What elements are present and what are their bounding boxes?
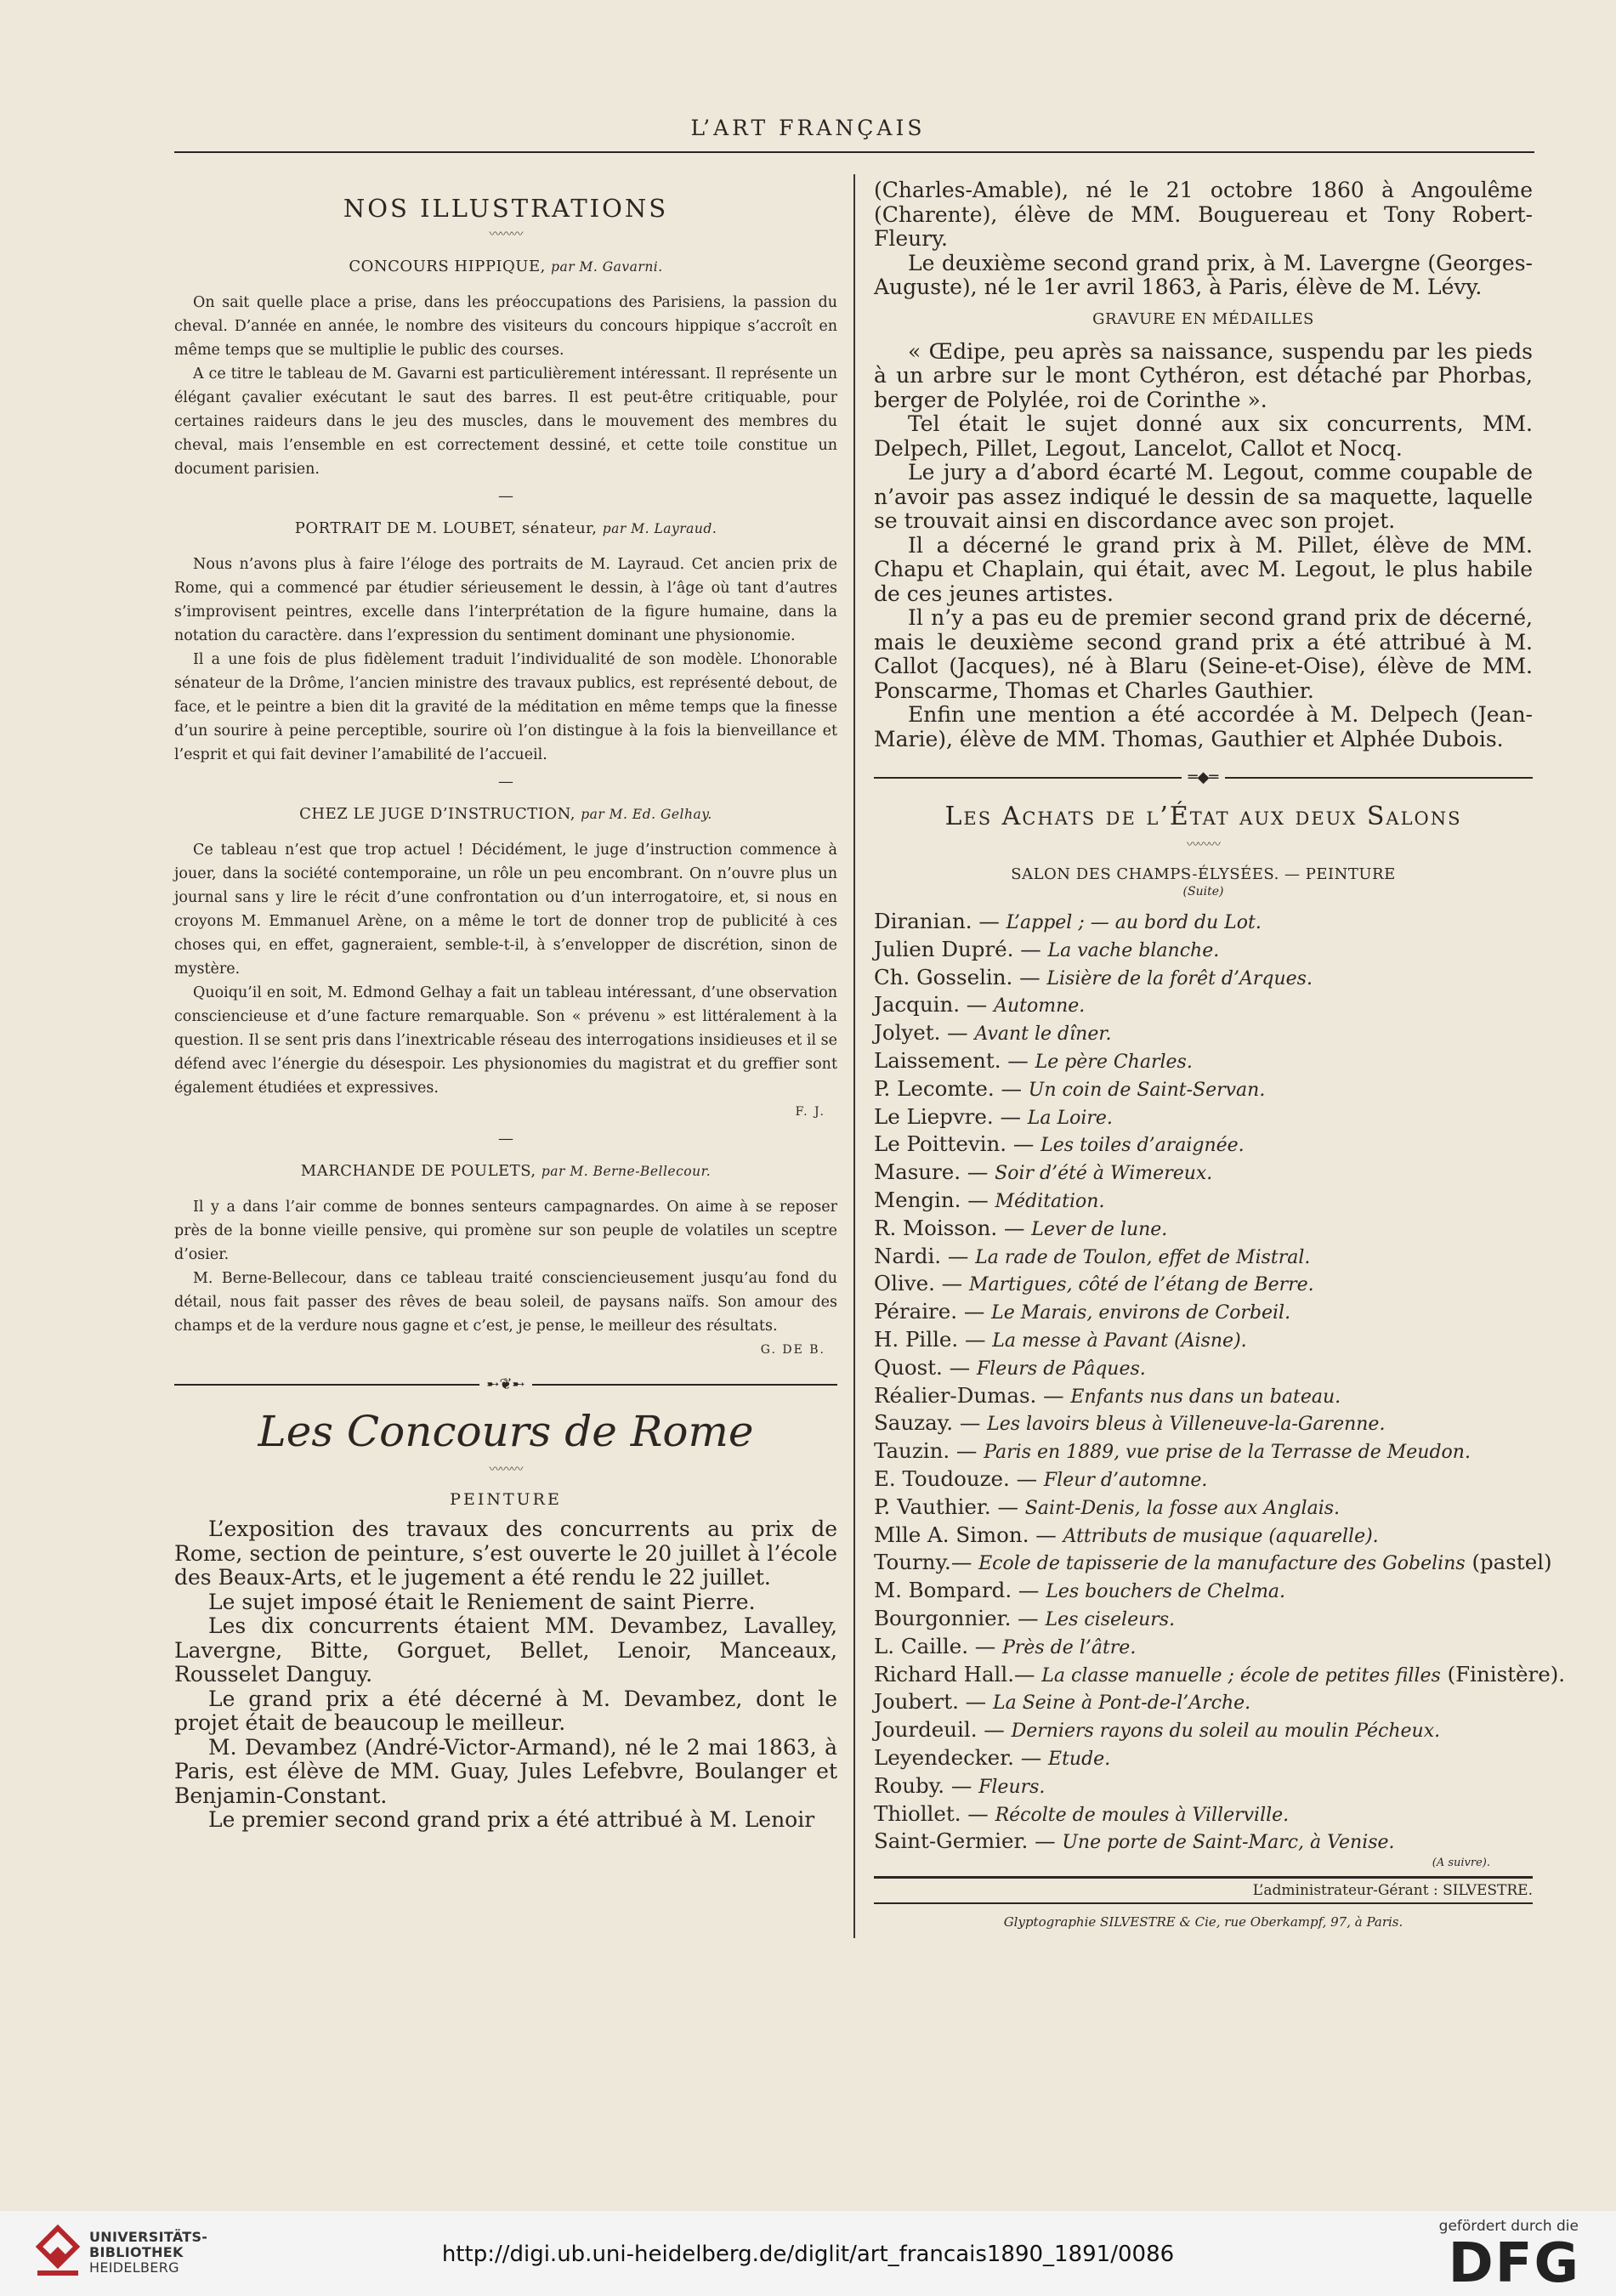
rome-title: Les Concours de Rome <box>258 1407 754 1456</box>
section-heading-text: CONCOURS HIPPIQUE, <box>349 258 546 275</box>
artwork-title: La vache blanche. <box>1047 939 1220 961</box>
paragraph: L’exposition des travaux des concurrents au prix de Rome, section de peinture, s’est ouverte le 20 juillet à l’école des Beaux-Arts, et le jugement a été rendu le 22 juillet. <box>174 1516 837 1590</box>
artist-name: Bourgonnier. — <box>874 1605 1046 1630</box>
list-item <box>874 1299 1533 1327</box>
artwork-title: Derniers rayons du soleil au moulin Pécheux. <box>1011 1721 1441 1743</box>
artist-name: E. Toudouze. — <box>874 1465 1044 1491</box>
artist-name: P. Lecomte. — <box>874 1075 1029 1101</box>
purchases-list <box>874 909 1566 1857</box>
section-heading-text: MARCHANDE DE POULETS, <box>300 1162 536 1180</box>
paragraph: M. Devambez (André-Victor-Armand), né le 2 mai 1863, à Paris, est élève de MM. Guay, Jules Lefebvre, Boulanger et Benjamin-Constant. <box>174 1734 837 1808</box>
artwork-title: Automne. <box>994 995 1086 1018</box>
artwork-title: Fleurs. <box>978 1776 1046 1798</box>
list-item <box>874 1131 1533 1159</box>
paragraph: Le sujet imposé était le Reniement de saint Pierre. <box>208 1589 756 1614</box>
artist-name: Julien Dupré. — <box>874 936 1048 961</box>
list-item <box>874 965 1533 993</box>
library-banner <box>0 2211 1616 2296</box>
artwork-title: Fleur d’automne. <box>1043 1469 1208 1491</box>
artist-name: Richard Hall.— <box>874 1661 1042 1687</box>
section-heading-text: PORTRAIT DE M. LOUBET, sénateur, <box>294 519 598 537</box>
paragraph: Il a décerné le grand prix à M. Pillet, élève de MM. Chapu et Chaplain, qui était, avec M. Legout, le plus habile de ces jeunes artistes. <box>874 532 1533 606</box>
section-divider: ═◆═ <box>874 768 1533 786</box>
ornament-squiggle: 〰〰〰 <box>489 228 523 241</box>
artwork-title: Avant le dîner. <box>974 1023 1112 1046</box>
section-heading-author: par M. Ed. Gelhay. <box>581 807 712 822</box>
gerant-line: L’administrateur-Gérant : SILVESTRE. <box>1252 1882 1533 1900</box>
dfg-logo: DFG <box>1448 2232 1580 2295</box>
section-divider: ➸❦➸ <box>174 1375 837 1393</box>
ornament-squiggle: 〰〰〰 <box>489 1463 523 1477</box>
footer-double-rule <box>874 1876 1533 1879</box>
list-item <box>874 1327 1533 1355</box>
separator-dash: — <box>498 773 513 791</box>
artist-name: Thiollet. — <box>874 1800 995 1826</box>
source-url[interactable]: http://digi.ub.uni-heidelberg.de/diglit/art_francais1890_1891/0086 <box>441 2242 1175 2267</box>
left-column <box>174 185 837 1833</box>
artwork-title: Un coin de Saint-Servan. <box>1028 1079 1266 1101</box>
list-item <box>874 1773 1533 1801</box>
paragraph: On sait quelle place a prise, dans les préoccupations des Parisiens, la passion du cheval. D’année en année, le nombre des visiteurs du concours hippique s’accroît en même temps que se multiplie le public des courses. <box>174 294 837 359</box>
artist-name: Nardi. — <box>874 1243 976 1268</box>
section-heading <box>174 255 837 279</box>
artwork-title: La Loire. <box>1027 1107 1113 1129</box>
section-heading <box>174 802 837 826</box>
list-item <box>874 1689 1533 1717</box>
artwork-note: (pastel) <box>1465 1550 1552 1575</box>
artwork-title: Paris en 1889, vue prise de la Terrasse de Meudon. <box>984 1442 1471 1464</box>
illustrations-sections <box>174 255 837 1362</box>
separator-dash: — <box>498 487 513 505</box>
paragraph: M. Berne-Bellecour, dans ce tableau traité consciencieusement jusqu’au fond du détail, nous fait passer des rêves de beau soleil, de paysans naïfs. Son amour des champs et de la verdure nous gagne et c’est, je pense, le meilleur des résultats. <box>174 1270 837 1335</box>
artist-name: Tauzin. — <box>874 1438 984 1464</box>
right-column <box>874 178 1566 1930</box>
list-item <box>874 1244 1533 1272</box>
list-item <box>874 1438 1533 1466</box>
artwork-title: Récolte de moules à Villerville. <box>995 1804 1290 1826</box>
paragraph: Tel était le sujet donné aux six concurrents, MM. Delpech, Pillet, Legout, Lancelot, Callot et Nocq. <box>874 411 1533 461</box>
gravure-heading: GRAVURE EN MÉDAILLES <box>1092 309 1314 328</box>
paragraph: Il y a dans l’air comme de bonnes senteurs campagnardes. On aime à se reposer près de la bonne vieille pensive, qui promène sur son peuple de volatiles un sceptre d’osier. <box>174 1199 837 1263</box>
artwork-title: Méditation. <box>995 1190 1105 1212</box>
rome-subtitle: PEINTURE <box>450 1490 562 1509</box>
header-rule <box>174 151 1534 153</box>
artwork-title: Soir d’été à Wimereux. <box>995 1163 1213 1185</box>
artist-name: Diranian. — <box>874 909 1006 933</box>
artist-name: Rouby. — <box>874 1772 979 1798</box>
artwork-title: La classe manuelle ; école de petites filles <box>1041 1664 1441 1687</box>
artist-name: Quost. — <box>874 1354 977 1380</box>
artist-name: Réalier-Dumas. — <box>874 1382 1071 1408</box>
paragraph: Ce tableau n’est que trop actuel ! Décidément, le juge d’instruction commence à jouer, dans la société contemporaine, un rôle un peu encombrant. On n’ouvre plus un journal sans y lire le récit d’une confrontation ou d’un interrogatoire, et, si nous en croyons M. Emmanuel Arène, on a même le tort de donner trop de publicité à ces choses qui, en effet, gagneraient, semble-t-il, à s’envelopper de discrétion, sinon de mystère. <box>174 842 837 978</box>
to-be-continued: (A suivre). <box>1432 1857 1490 1870</box>
artwork-title: Le Marais, environs de Corbeil. <box>991 1302 1291 1324</box>
list-item <box>874 1355 1533 1383</box>
funding-caption: gefördert durch die <box>1438 2218 1579 2235</box>
artist-name: P. Vauthier. — <box>874 1494 1025 1519</box>
artist-name: Olive. — <box>874 1271 969 1296</box>
separator-dash: — <box>498 1130 513 1148</box>
list-item <box>874 1578 1533 1606</box>
artist-name: Sauzay. — <box>874 1410 988 1436</box>
artwork-title: Ecole de tapisserie de la manufacture des Gobelins <box>978 1553 1466 1575</box>
artist-name: Jolyet. — <box>874 1020 975 1046</box>
artwork-title: Martigues, côté de l’étang de Berre. <box>968 1274 1314 1296</box>
signature: G. DE B. <box>760 1343 825 1357</box>
artist-name: Laissement. — <box>874 1047 1035 1073</box>
artwork-title: Fleurs de Pâques. <box>976 1358 1146 1380</box>
footer-rule <box>874 1902 1533 1904</box>
paragraph: Le jury a d’abord écarté M. Legout, comme coupable de n’avoir pas assez indiqué le dessin de sa maquette, laquelle se trouvait ainsi en discordance avec son projet. <box>874 460 1533 533</box>
artwork-title: Près de l’âtre. <box>1002 1636 1137 1658</box>
paragraph: Quoiqu’il en soit, M. Edmond Gelhay a fait un tableau intéressant, d’une observation consciencieuse et d’une facture remarquable. Son « prévenu » est littéralement à la question. Il se sent pris dans l’inextricable réseau des interrogations insidieuses et il se défend avec l’énergie du désespoir. Les physionomies du magistrat et du greffier sont également étudiées et expressives. <box>174 984 837 1097</box>
signature: F. J. <box>795 1105 825 1119</box>
list-item <box>874 937 1533 965</box>
list-item <box>874 1020 1533 1048</box>
achats-title: Les Achats de l’État aux deux Salons <box>944 802 1462 831</box>
gravure-body <box>874 340 1533 752</box>
artist-name: Mlle A. Simon. — <box>874 1522 1063 1547</box>
section-heading-text: CHEZ LE JUGE D’INSTRUCTION, <box>299 805 576 823</box>
continuation-body <box>874 179 1533 300</box>
artwork-title: Lisière de la forêt d’Arques. <box>1046 967 1313 989</box>
artist-name: Le Liepvre. — <box>874 1103 1028 1129</box>
list-item <box>874 1634 1533 1662</box>
rome-body <box>174 1517 837 1833</box>
artist-name: Ch. Gosselin. — <box>874 964 1047 989</box>
artist-name: Leyendecker. — <box>874 1744 1049 1770</box>
artist-name: L. Caille. — <box>874 1633 1003 1658</box>
artist-name: Mengin. — <box>874 1187 995 1212</box>
university-library-name: UNIVERSITÄTS- BIBLIOTHEK HEIDELBERG <box>89 2229 208 2276</box>
list-item <box>874 1159 1533 1188</box>
paragraph: A ce titre le tableau de M. Gavarni est particulièrement intéressant. Il représente un élégant çavalier exécutant le saut des barres. Il est peut-être critiquable, pour certaines raideurs dans le jeu des muscles, dans le mouvement des membres du cheval, mais l’ensemble en est correctement dessiné, et cette toile constitue un document parisien. <box>174 366 837 478</box>
running-header: L’ART FRANÇAIS <box>690 116 926 140</box>
list-item <box>874 1410 1533 1438</box>
artist-name: Joubert. — <box>874 1689 993 1715</box>
section-heading <box>174 1159 837 1183</box>
list-item <box>874 1550 1552 1578</box>
artist-name: Jacquin. — <box>874 992 995 1018</box>
paragraph: Enfin une mention a été accordée à M. Delpech (Jean-Marie), élève de MM. Thomas, Gauthier et Alphée Dubois. <box>874 702 1533 751</box>
section-heading-author: par M. Berne-Bellecour. <box>541 1164 712 1179</box>
artwork-title: Les bouchers de Chelma. <box>1046 1581 1286 1603</box>
artwork-note: (Finistère). <box>1440 1661 1566 1687</box>
artist-name: M. Bompard. — <box>874 1578 1046 1603</box>
list-item <box>874 1661 1566 1690</box>
artwork-title: Une porte de Saint-Marc, à Venise. <box>1062 1832 1395 1854</box>
section-heading-author: par M. Gavarni. <box>551 259 663 275</box>
column-separator <box>853 174 855 1938</box>
list-item <box>874 1216 1533 1244</box>
artwork-title: Le père Charles. <box>1035 1051 1193 1073</box>
list-item <box>874 1076 1533 1104</box>
paragraph: « Œdipe, peu après sa naissance, suspendu par les pieds à un arbre sur le mont Cythéron, est détaché par Phorbas, berger de Polylée, roi de Corinthe ». <box>874 338 1533 412</box>
salon-heading: SALON DES CHAMPS-ÉLYSÉES. — PEINTURE <box>1011 865 1396 883</box>
artwork-title: Les toiles d’araignée. <box>1040 1135 1245 1157</box>
artist-name: Masure. — <box>874 1159 995 1185</box>
artist-name: Le Poittevin. — <box>874 1131 1041 1157</box>
artwork-title: La rade de Toulon, effet de Mistral. <box>975 1246 1311 1268</box>
list-item <box>874 992 1533 1020</box>
ornament-squiggle: 〰〰〰 <box>1187 838 1220 852</box>
artist-name: Saint-Germier. — <box>874 1828 1063 1854</box>
artwork-title: Etude. <box>1048 1748 1111 1770</box>
artwork-title: La messe à Pavant (Aisne). <box>992 1329 1247 1352</box>
paragraph: Il a une fois de plus fidèlement traduit l’individualité de son modèle. L’honorable sénateur de la Drôme, l’ancien ministre des travaux publics, est représenté debout, de face, et le peintre a bien dit la gravité de la méditation en même temps que la finesse d’un sourire à peine perceptible, sourire où l’on distingue à la fois la bienveillance et l’esprit et qui fait deviner l’amabilité de l’accueil. <box>174 651 837 763</box>
artist-name: R. Moisson. — <box>874 1215 1032 1240</box>
artwork-title: L’appel ; — au bord du Lot. <box>1006 912 1262 933</box>
artwork-title: Lever de lune. <box>1031 1218 1168 1240</box>
list-item <box>874 1717 1533 1745</box>
artwork-title: Attributs de musique (aquarelle). <box>1063 1525 1379 1547</box>
artist-name: H. Pille. — <box>874 1326 993 1352</box>
list-item <box>874 1828 1533 1857</box>
list-item <box>874 909 1533 937</box>
list-item <box>874 1271 1533 1299</box>
paragraph: (Charles-Amable), né le 21 octobre 1860 à Angoulême (Charente), élève de MM. Bouguereau et Tony Robert-Fleury. <box>874 178 1533 251</box>
artwork-title: Enfants nus dans un bateau. <box>1070 1386 1341 1408</box>
paragraph: Le grand prix a été décerné à M. Devambez, dont le projet était de beaucoup le meilleur. <box>174 1686 837 1735</box>
artist-name: Jourdeuil. — <box>874 1717 1012 1743</box>
illustrations-title: NOS ILLUSTRATIONS <box>343 194 669 223</box>
printer-credit: Glyptographie SILVESTRE & Cie, rue Oberkampf, 97, à Paris. <box>1003 1914 1403 1930</box>
artwork-title: Les lavoirs bleus à Villeneuve-la-Garenne. <box>987 1414 1386 1436</box>
list-item <box>874 1745 1533 1773</box>
list-item <box>874 1606 1533 1634</box>
artist-name: Péraire. — <box>874 1299 992 1324</box>
suite-label: (Suite) <box>1182 885 1224 899</box>
list-item <box>874 1104 1533 1132</box>
paragraph: Le premier second grand prix a été attribué à M. Lenoir <box>208 1807 815 1832</box>
paragraph: Il n’y a pas eu de premier second grand prix de décerné, mais le deuxième second grand prix a été attribué à M. Callot (Jacques), né à Blaru (Seine-et-Oise), élève de MM. Ponscarme, Thomas et Charles Gauthier. <box>874 605 1533 703</box>
list-item <box>874 1188 1533 1216</box>
artwork-title: La Seine à Pont-de-l’Arche. <box>992 1692 1251 1715</box>
artwork-title: Les ciseleurs. <box>1045 1608 1176 1630</box>
artist-name: Tourny.— <box>874 1550 979 1575</box>
list-item <box>874 1494 1533 1522</box>
section-heading <box>174 517 837 541</box>
artwork-title: Saint-Denis, la fosse aux Anglais. <box>1024 1497 1341 1519</box>
list-item <box>874 1048 1533 1076</box>
paragraph: Les dix concurrents étaient MM. Devambez, Lavalley, Lavergne, Bitte, Gorguet, Bellet, Lenoir, Manceaux, Rousselet Danguy. <box>174 1613 837 1687</box>
list-item <box>874 1801 1533 1829</box>
section-heading-author: par M. Layraud. <box>602 521 717 536</box>
paragraph: Nous n’avons plus à faire l’éloge des portraits de M. Layraud. Cet ancien prix de Rome, qui a commencé par étudier sérieusement le dessin, à l’âge où tant d’autres s’improvisent peintres, excelle dans l’interprétation de la figure humaine, dans la notation du caractère. dans l’expression du sentiment dominant une physionomie. <box>174 556 837 644</box>
paragraph: Le deuxième second grand prix, à M. Lavergne (Georges-Auguste), né le 1er avril 1863, à Paris, élève de M. Lévy. <box>874 250 1533 299</box>
list-item <box>874 1522 1533 1551</box>
list-item <box>874 1383 1533 1411</box>
list-item <box>874 1466 1533 1494</box>
